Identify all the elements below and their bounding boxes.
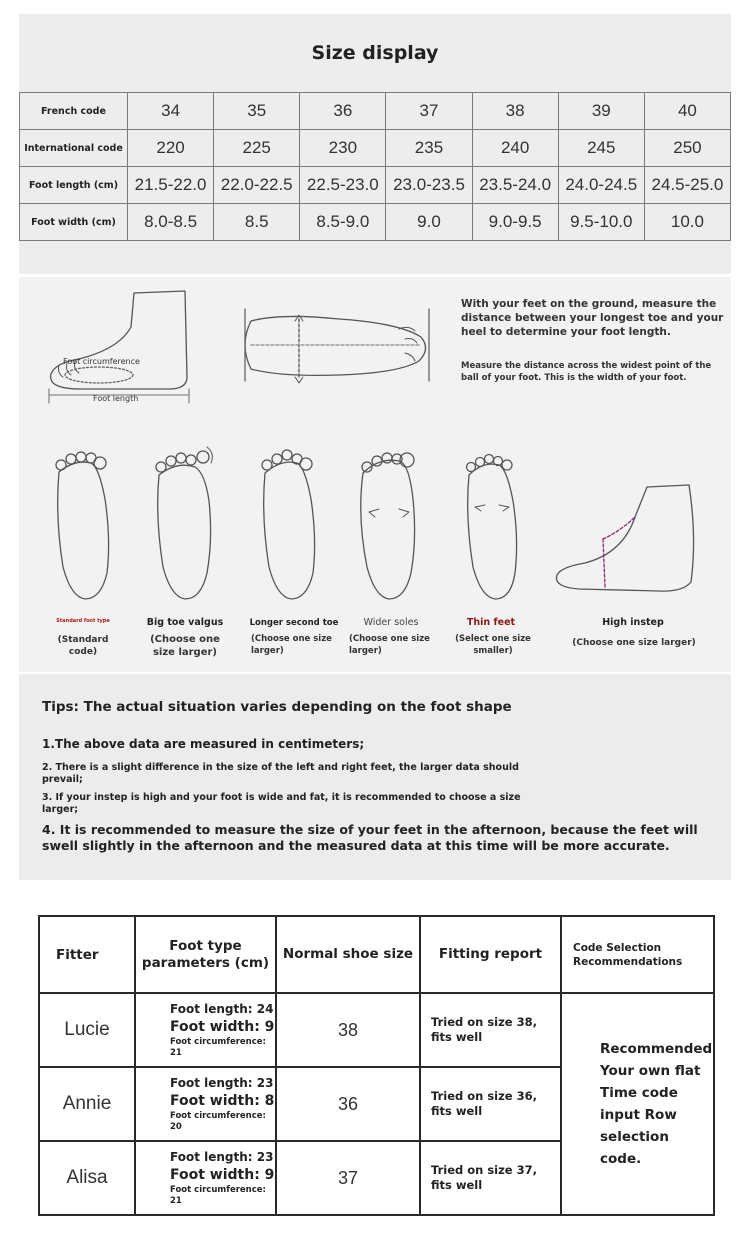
foot-parameters: [135, 993, 276, 1067]
thin-foot-icon: [467, 455, 517, 600]
foot-width-value: Foot width: 8: [170, 1093, 275, 1109]
foot-circumference-value: Foot circumference: 21: [170, 1185, 266, 1206]
row-label: Foot length (cm): [20, 167, 128, 204]
tip-item: 4. It is recommended to measure the size of your feet in the afternoon, because the feet will swell slightly in the afternoon and the measured data at this time will be more accurate.: [42, 822, 698, 853]
foot-length-label: Foot length: [93, 394, 139, 403]
big-toe-valgus-icon: [156, 447, 212, 599]
foot-type-name: High instep: [602, 617, 664, 628]
foot-length-instruction: With your feet on the ground, measure the distance between your longest toe and your heel to determine your foot length.: [461, 298, 724, 338]
size-cell: 230: [300, 130, 386, 167]
size-cell: 24.5-25.0: [644, 167, 730, 204]
size-cell: 34: [128, 93, 214, 130]
high-instep-icon: [556, 485, 693, 591]
foot-type-name: Wider soles: [363, 617, 419, 628]
header-normal-size: Normal shoe size: [276, 916, 420, 993]
sole-outline-icon: [245, 316, 426, 375]
fitter-name: Alisa: [39, 1141, 135, 1215]
foot-width-value: Foot width: 9: [170, 1167, 275, 1183]
fitting-header-row: [39, 916, 714, 993]
size-display-title: Size display: [311, 42, 439, 64]
size-row-french: [20, 93, 731, 130]
foot-length-value: Foot length: 23: [170, 1076, 274, 1090]
size-cell: 235: [386, 130, 472, 167]
foot-length-value: Foot length: 24: [170, 1002, 274, 1016]
normal-size-value: 36: [276, 1067, 420, 1141]
foot-type-name: Longer second toe: [249, 618, 339, 628]
header-foot-parameters: Foot type parameters (cm): [135, 916, 276, 993]
size-cell: 38: [472, 93, 558, 130]
foot-type-note: (Choose one size larger): [150, 634, 220, 658]
fitting-report-text: Tried on size 37, fits well: [420, 1141, 561, 1215]
size-cell: 10.0: [644, 204, 730, 241]
foot-type-note: (Choose one size larger): [251, 634, 332, 656]
table-row: [39, 993, 714, 1067]
size-chart-table: [19, 92, 731, 241]
size-cell: 36: [300, 93, 386, 130]
header-fitting-report: Fitting report: [420, 916, 561, 993]
fitting-report-table: [38, 915, 715, 1216]
foot-circumference-value: Foot circumference: 21: [170, 1037, 266, 1058]
tip-item: 1.The above data are measured in centimeters;: [42, 737, 365, 751]
normal-size-value: 38: [276, 993, 420, 1067]
foot-circumference-label: Foot circumference: [63, 357, 140, 366]
size-row-international: [20, 130, 731, 167]
code-recommendation-text: Recommended Your own flat Time code input Row selection code.: [561, 993, 714, 1215]
tip-item: 2. There is a slight difference in the size of the left and right feet, the larger data should prevail;: [42, 762, 519, 785]
foot-type-note: (Choose one size larger): [349, 634, 430, 656]
size-cell: 22.0-22.5: [214, 167, 300, 204]
size-cell: 220: [128, 130, 214, 167]
size-row-foot-width: [20, 204, 731, 241]
header-code-recommendation: Code Selection Recommendations: [561, 916, 714, 993]
size-cell: 245: [558, 130, 644, 167]
foot-measurement-section: [19, 277, 731, 672]
longer-second-toe-icon: [262, 450, 315, 599]
foot-width-value: Foot width: 9: [170, 1019, 275, 1035]
foot-width-instruction: Measure the distance across the widest point of the ball of your foot. This is the width of your foot.: [461, 361, 712, 383]
normal-size-value: 37: [276, 1141, 420, 1215]
foot-type-name: Standard foot type: [56, 618, 110, 624]
fitting-report-text: Tried on size 38, fits well: [420, 993, 561, 1067]
fitter-name: Lucie: [39, 993, 135, 1067]
row-label: Foot width (cm): [20, 204, 128, 241]
size-cell: 21.5-22.0: [128, 167, 214, 204]
size-cell: 8.5-9.0: [300, 204, 386, 241]
size-cell: 23.0-23.5: [386, 167, 472, 204]
size-cell: 225: [214, 130, 300, 167]
size-display-section: [19, 14, 731, 274]
foot-parameters: [135, 1067, 276, 1141]
foot-type-note: (Select one size smaller): [455, 634, 531, 656]
size-cell: 39: [558, 93, 644, 130]
size-cell: 9.5-10.0: [558, 204, 644, 241]
foot-type-name: Big toe valgus: [146, 617, 224, 628]
size-cell: 37: [386, 93, 472, 130]
size-cell: 8.5: [214, 204, 300, 241]
header-fitter: Fitter: [39, 916, 135, 993]
foot-type-note: (Standard code): [57, 635, 109, 657]
side-foot-icon: [51, 291, 187, 389]
wider-sole-icon: [361, 453, 415, 599]
size-cell: 240: [472, 130, 558, 167]
size-cell: 250: [644, 130, 730, 167]
row-label: International code: [20, 130, 128, 167]
tips-title: Tips: The actual situation varies depending on the foot shape: [42, 699, 512, 715]
size-cell: 24.0-24.5: [558, 167, 644, 204]
foot-circumference-value: Foot circumference: 20: [170, 1111, 266, 1132]
size-cell: 35: [214, 93, 300, 130]
size-cell: 23.5-24.0: [472, 167, 558, 204]
tips-section: [19, 674, 731, 880]
size-row-foot-length: [20, 167, 731, 204]
standard-foot-icon: [56, 452, 109, 599]
fitting-report-text: Tried on size 36, fits well: [420, 1067, 561, 1141]
foot-type-note: (Choose one size larger): [572, 638, 696, 648]
foot-length-value: Foot length: 23: [170, 1150, 274, 1164]
tip-item: 3. If your instep is high and your foot is wide and fat, it is recommended to choose a size larger;: [42, 792, 521, 815]
size-cell: 40: [644, 93, 730, 130]
foot-parameters: [135, 1141, 276, 1215]
size-cell: 8.0-8.5: [128, 204, 214, 241]
row-label: French code: [20, 93, 128, 130]
size-cell: 22.5-23.0: [300, 167, 386, 204]
foot-type-name: Thin feet: [466, 617, 516, 628]
fitter-name: Annie: [39, 1067, 135, 1141]
size-cell: 9.0-9.5: [472, 204, 558, 241]
size-cell: 9.0: [386, 204, 472, 241]
